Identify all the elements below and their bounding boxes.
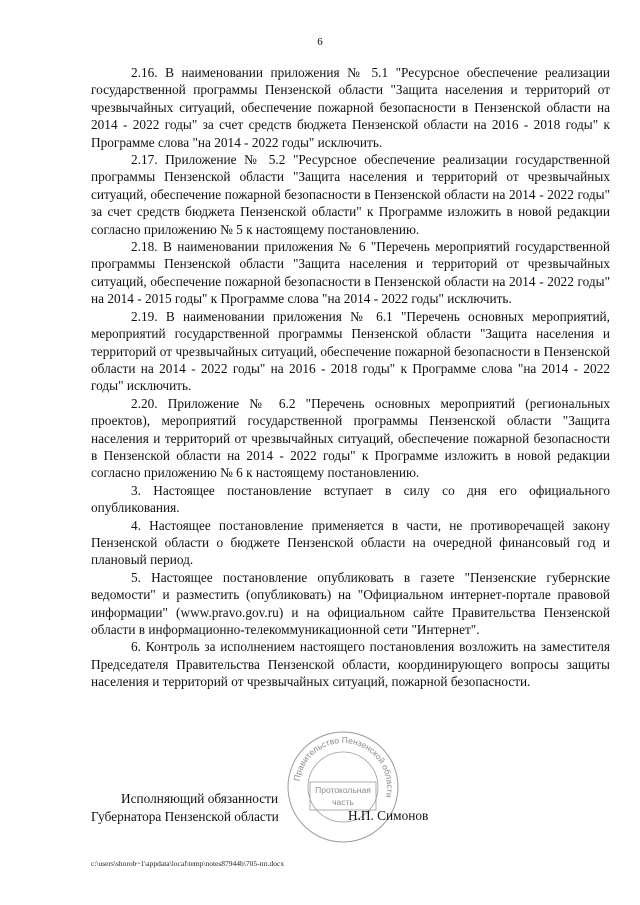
stamp-ring-text: Правительство Пензенской области xyxy=(291,734,396,799)
paragraph-5: 5. Настоящее постановление опубликовать в газете "Пензенские губернские ведомости" и разместить (опубликовать) на "Официальном интернет-портале правовой информации" (www.pravo.gov.ru) и на официальном сайте Правительства Пензенской области в информационно-телекоммуникационной сети "Интернет". xyxy=(91,569,610,637)
official-stamp xyxy=(286,730,400,844)
paragraph-2-16: 2.16. В наименовании приложения № 5.1 "Ресурсное обеспечение реализации государственной программы Пензенской области "Защита населения и территорий от чрезвычайных ситуаций, обеспечение пожарной безопасности в Пензенской области на 2014 - 2022 годы" за счет средств бюджета Пензенской области на 2016 - 2018 годы" к Программе слова "на 2014 - 2022 годы" исключить. xyxy=(91,65,610,150)
file-path-footer: c:\users\shorob~1\appdata\local\temp\notes87944b\705-пп.docx xyxy=(91,859,285,868)
stamp-inner-line1: Протокольная xyxy=(315,785,371,795)
paragraph-2-20: 2.20. Приложение № 6.2 "Перечень основных мероприятий (региональных проектов), мероприятий государственной программы Пензенской области "Защита населения и территорий от чрезвычайных ситуаций, обеспечение пожарной безопасности в Пензенской области на 2014 - 2022 годы" к Программе изложить в новой редакции согласно приложению № 6 к настоящему постановлению. xyxy=(91,395,610,481)
page-number: 6 xyxy=(317,36,323,48)
paragraph-6: 6. Контроль за исполнением настоящего постановления возложить на заместителя Председателя Правительства Пензенской области, координирующего вопросы защиты населения и территорий от чрезвычайных ситуаций, пожарной безопасности. xyxy=(91,639,610,690)
paragraph-2-18: 2.18. В наименовании приложения № 6 "Перечень мероприятий государственной программы Пензенской области "Защита населения и территорий от чрезвычайных ситуаций, обеспечение пожарной безопасности в Пензенской области на 2014 - 2022 годы" на 2014 - 2015 годы" к Программе слова "на 2014 - 2022 годы" исключить. xyxy=(91,239,610,307)
signatory-title-line2: Губернатора Пензенской области xyxy=(91,808,279,824)
signatory-title-line1: Исполняющий обязанности xyxy=(121,791,279,806)
paragraph-2-17: 2.17. Приложение № 5.2 "Ресурсное обеспечение реализации государственной программы Пензенской области "Защита населения и территорий от чрезвычайных ситуаций, обеспечение пожарной безопасности в Пензенской области на 2014 - 2022 годы" за счет средств бюджета Пензенской области" к Программе изложить в новой редакции согласно приложению № 5 к настоящему постановлению. xyxy=(91,152,610,237)
document-body xyxy=(91,64,610,691)
signatory-name: Н.П. Симонов xyxy=(348,808,429,823)
paragraph-2-19: 2.19. В наименовании приложения № 6.1 "Перечень основных мероприятий, мероприятий государственной программы Пензенской области "Защита населения и территорий от чрезвычайных ситуаций, обеспечение пожарной безопасности в Пензенской области на 2014 - 2022 годы" на 2016 - 2018 годы" к Программе слова "на 2014 - 2022 годы" исключить. xyxy=(91,308,610,394)
paragraph-3: 3. Настоящее постановление вступает в силу со дня его официального опубликования. xyxy=(91,482,610,516)
stamp-inner-line2: часть xyxy=(332,797,354,807)
signatory-title xyxy=(91,790,341,825)
paragraph-4: 4. Настоящее постановление применяется в части, не противоречащей закону Пензенской области о бюджете Пензенской области на очередной финансовый год и плановый период. xyxy=(91,517,610,568)
